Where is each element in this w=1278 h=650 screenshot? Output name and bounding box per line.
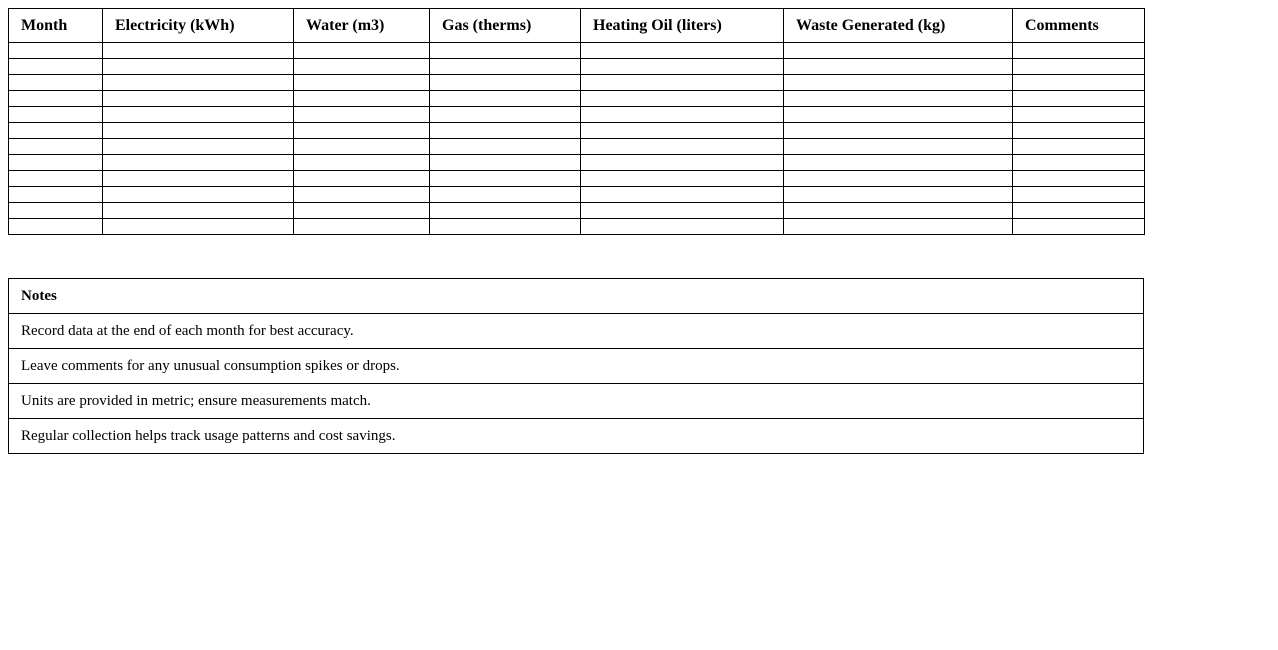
note-row — [9, 419, 1144, 454]
cell-gas[interactable] — [430, 219, 581, 235]
table-row — [9, 187, 1145, 203]
cell-water[interactable] — [294, 75, 430, 91]
cell-water[interactable] — [294, 155, 430, 171]
cell-gas[interactable] — [430, 123, 581, 139]
cell-comments[interactable] — [1013, 203, 1145, 219]
cell-water[interactable] — [294, 59, 430, 75]
cell-month[interactable] — [9, 91, 103, 107]
note-row — [9, 384, 1144, 419]
cell-comments[interactable] — [1013, 43, 1145, 59]
cell-month[interactable] — [9, 43, 103, 59]
cell-gas[interactable] — [430, 203, 581, 219]
cell-waste[interactable] — [784, 75, 1013, 91]
cell-comments[interactable] — [1013, 59, 1145, 75]
cell-month[interactable] — [9, 123, 103, 139]
notes-table — [8, 278, 1144, 454]
cell-heating-oil[interactable] — [581, 219, 784, 235]
table-row — [9, 75, 1145, 91]
cell-heating-oil[interactable] — [581, 139, 784, 155]
table-row — [9, 171, 1145, 187]
cell-waste[interactable] — [784, 43, 1013, 59]
cell-electricity[interactable] — [103, 107, 294, 123]
column-header-water: Water (m3) — [294, 9, 430, 43]
cell-water[interactable] — [294, 123, 430, 139]
cell-heating-oil[interactable] — [581, 107, 784, 123]
cell-electricity[interactable] — [103, 203, 294, 219]
cell-electricity[interactable] — [103, 123, 294, 139]
cell-electricity[interactable] — [103, 187, 294, 203]
cell-comments[interactable] — [1013, 123, 1145, 139]
cell-electricity[interactable] — [103, 155, 294, 171]
cell-water[interactable] — [294, 171, 430, 187]
column-header-waste: Waste Generated (kg) — [784, 9, 1013, 43]
cell-gas[interactable] — [430, 75, 581, 91]
cell-heating-oil[interactable] — [581, 171, 784, 187]
cell-heating-oil[interactable] — [581, 75, 784, 91]
cell-waste[interactable] — [784, 171, 1013, 187]
cell-water[interactable] — [294, 203, 430, 219]
note-row — [9, 314, 1144, 349]
cell-heating-oil[interactable] — [581, 123, 784, 139]
cell-heating-oil[interactable] — [581, 155, 784, 171]
table-row — [9, 43, 1145, 59]
cell-gas[interactable] — [430, 187, 581, 203]
cell-month[interactable] — [9, 219, 103, 235]
usage-table-body — [9, 43, 1145, 235]
cell-month[interactable] — [9, 75, 103, 91]
cell-electricity[interactable] — [103, 139, 294, 155]
cell-gas[interactable] — [430, 171, 581, 187]
cell-water[interactable] — [294, 43, 430, 59]
cell-water[interactable] — [294, 187, 430, 203]
cell-comments[interactable] — [1013, 75, 1145, 91]
notes-header-row — [9, 279, 1144, 314]
column-header-month: Month — [9, 9, 103, 43]
cell-waste[interactable] — [784, 203, 1013, 219]
table-row — [9, 107, 1145, 123]
cell-gas[interactable] — [430, 107, 581, 123]
cell-month[interactable] — [9, 59, 103, 75]
cell-electricity[interactable] — [103, 171, 294, 187]
cell-month[interactable] — [9, 155, 103, 171]
cell-heating-oil[interactable] — [581, 203, 784, 219]
cell-waste[interactable] — [784, 219, 1013, 235]
cell-gas[interactable] — [430, 155, 581, 171]
cell-water[interactable] — [294, 139, 430, 155]
table-row — [9, 123, 1145, 139]
notes-title: Notes — [9, 279, 1144, 314]
table-row — [9, 91, 1145, 107]
cell-month[interactable] — [9, 203, 103, 219]
cell-month[interactable] — [9, 107, 103, 123]
cell-gas[interactable] — [430, 139, 581, 155]
cell-comments[interactable] — [1013, 155, 1145, 171]
cell-waste[interactable] — [784, 139, 1013, 155]
cell-gas[interactable] — [430, 43, 581, 59]
note-row — [9, 349, 1144, 384]
cell-gas[interactable] — [430, 59, 581, 75]
cell-electricity[interactable] — [103, 219, 294, 235]
note-item: Leave comments for any unusual consumption spikes or drops. — [9, 349, 1144, 384]
cell-heating-oil[interactable] — [581, 91, 784, 107]
table-row — [9, 155, 1145, 171]
cell-waste[interactable] — [784, 107, 1013, 123]
cell-waste[interactable] — [784, 91, 1013, 107]
note-item: Units are provided in metric; ensure measurements match. — [9, 384, 1144, 419]
cell-gas[interactable] — [430, 91, 581, 107]
column-header-heating-oil: Heating Oil (liters) — [581, 9, 784, 43]
note-item: Regular collection helps track usage patterns and cost savings. — [9, 419, 1144, 454]
cell-heating-oil[interactable] — [581, 187, 784, 203]
cell-waste[interactable] — [784, 187, 1013, 203]
cell-comments[interactable] — [1013, 91, 1145, 107]
cell-comments[interactable] — [1013, 187, 1145, 203]
cell-water[interactable] — [294, 91, 430, 107]
cell-comments[interactable] — [1013, 219, 1145, 235]
note-item: Record data at the end of each month for best accuracy. — [9, 314, 1144, 349]
table-row — [9, 59, 1145, 75]
cell-waste[interactable] — [784, 155, 1013, 171]
column-header-gas: Gas (therms) — [430, 9, 581, 43]
cell-comments[interactable] — [1013, 139, 1145, 155]
table-row — [9, 203, 1145, 219]
table-row — [9, 219, 1145, 235]
cell-electricity[interactable] — [103, 91, 294, 107]
cell-month[interactable] — [9, 187, 103, 203]
table-row — [9, 139, 1145, 155]
cell-heating-oil[interactable] — [581, 59, 784, 75]
cell-comments[interactable] — [1013, 171, 1145, 187]
column-header-electricity: Electricity (kWh) — [103, 9, 294, 43]
column-header-comments: Comments — [1013, 9, 1145, 43]
cell-electricity[interactable] — [103, 59, 294, 75]
cell-waste[interactable] — [784, 59, 1013, 75]
cell-month[interactable] — [9, 139, 103, 155]
usage-table-header-row — [9, 9, 1145, 43]
cell-electricity[interactable] — [103, 75, 294, 91]
cell-water[interactable] — [294, 107, 430, 123]
cell-water[interactable] — [294, 219, 430, 235]
cell-month[interactable] — [9, 171, 103, 187]
cell-heating-oil[interactable] — [581, 43, 784, 59]
cell-comments[interactable] — [1013, 107, 1145, 123]
cell-electricity[interactable] — [103, 43, 294, 59]
usage-table — [8, 8, 1145, 235]
cell-waste[interactable] — [784, 123, 1013, 139]
